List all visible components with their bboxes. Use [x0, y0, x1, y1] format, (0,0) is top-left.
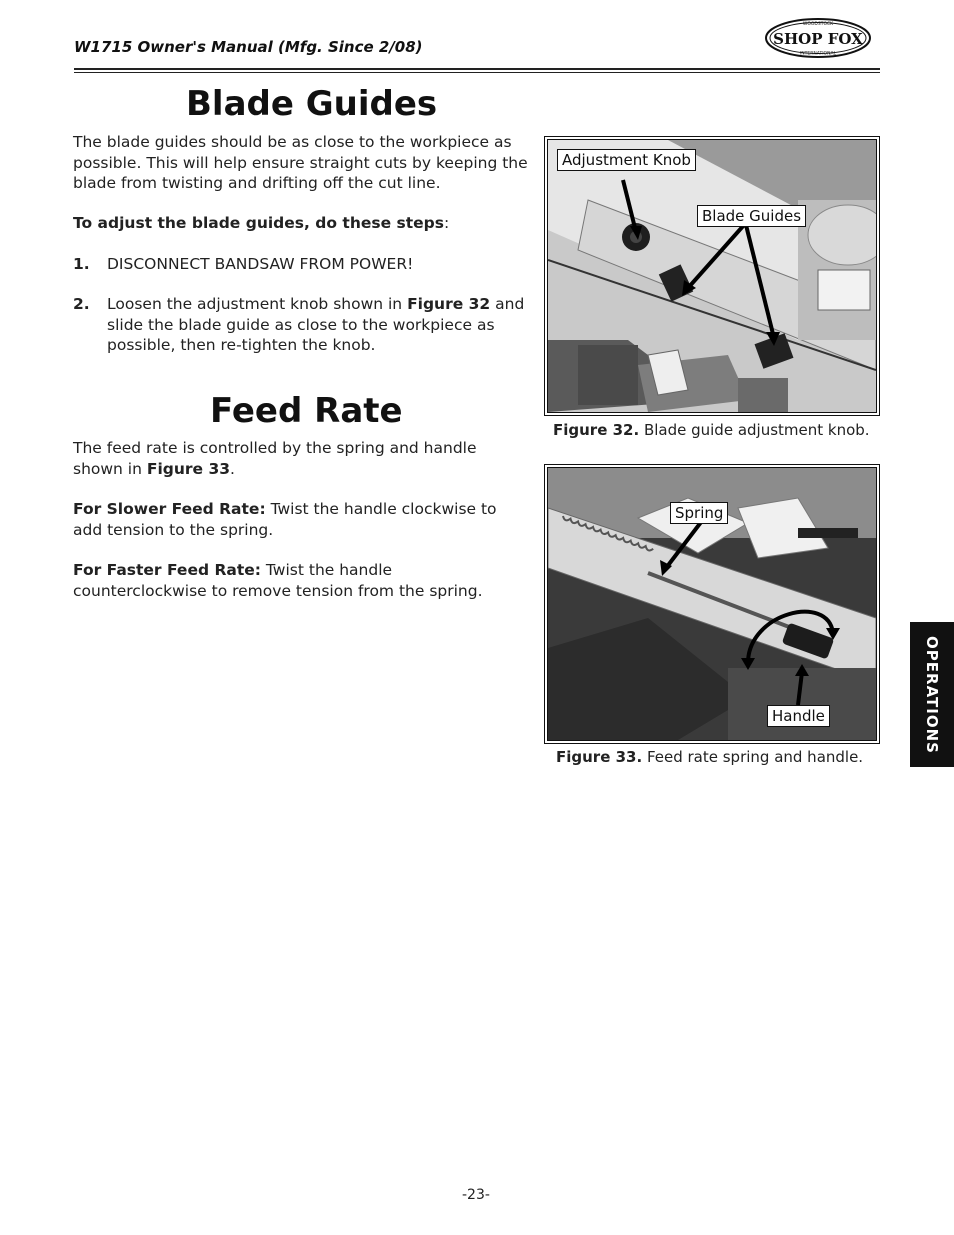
- step-text: DISCONNECT BANDSAW FROM POWER!: [107, 255, 414, 273]
- figure-33-caption: Figure 33. Feed rate spring and handle.: [556, 748, 864, 766]
- figure-32-caption: Figure 32. Blade guide adjustment knob.: [553, 421, 870, 439]
- logo-top-text: WOODSTOCK: [802, 22, 834, 27]
- manual-title: W1715 Owner's Manual (Mfg. Since 2/08): [74, 38, 423, 56]
- bandsaw-blade-guide-image: [548, 140, 876, 412]
- handle-callout: Handle: [767, 705, 830, 727]
- figure-33-photo: [547, 467, 877, 741]
- step-2: [73, 294, 528, 356]
- blade-guides-callout: Blade Guides: [697, 205, 806, 227]
- blade-guides-intro: The blade guides should be as close to the workpiece as possible. This will help ensure straight cuts by keeping the blade from twisting and drifting off the cut line.: [73, 133, 528, 192]
- feed-rate-heading: Feed Rate: [210, 391, 403, 431]
- step-number: 2.: [73, 295, 90, 313]
- header-rule: [74, 68, 880, 70]
- step-text: Loosen the adjustment knob shown in Figure 32 and slide the blade guide as close to the workpiece as possible, then re-tighten the knob.: [107, 295, 525, 354]
- figure-reference: Figure 33: [146, 459, 231, 478]
- page-number: -23-: [462, 1187, 490, 1203]
- figure-33: [544, 464, 880, 744]
- figure-reference: Figure 32: [407, 295, 491, 313]
- faster-feed-rate: For Faster Feed Rate: Twist the handle counterclockwise to remove tension from the spring.: [73, 561, 483, 600]
- shop-fox-logo: [764, 17, 872, 59]
- step-number: 1.: [73, 255, 90, 273]
- blade-guides-heading: Blade Guides: [186, 84, 438, 124]
- feed-rate-intro: The feed rate is controlled by the spring and handle shown in Figure 33.: [73, 439, 477, 478]
- adjustment-knob-callout: Adjustment Knob: [557, 149, 696, 171]
- steps-lead: To adjust the blade guides, do these steps:: [73, 214, 450, 232]
- slower-feed-rate: For Slower Feed Rate: Twist the handle clockwise to add tension to the spring.: [73, 500, 497, 539]
- figure-32: [544, 136, 880, 416]
- header-rule-thin: [74, 72, 880, 73]
- operations-tab: [910, 622, 954, 767]
- spring-callout: Spring: [670, 502, 728, 524]
- step-1: [73, 254, 528, 275]
- logo-text: SHOP FOX: [773, 30, 863, 48]
- logo-bottom-text: INTERNATIONAL: [799, 51, 837, 57]
- operations-tab-label: OPERATIONS: [923, 635, 941, 754]
- figure-32-photo: [547, 139, 877, 413]
